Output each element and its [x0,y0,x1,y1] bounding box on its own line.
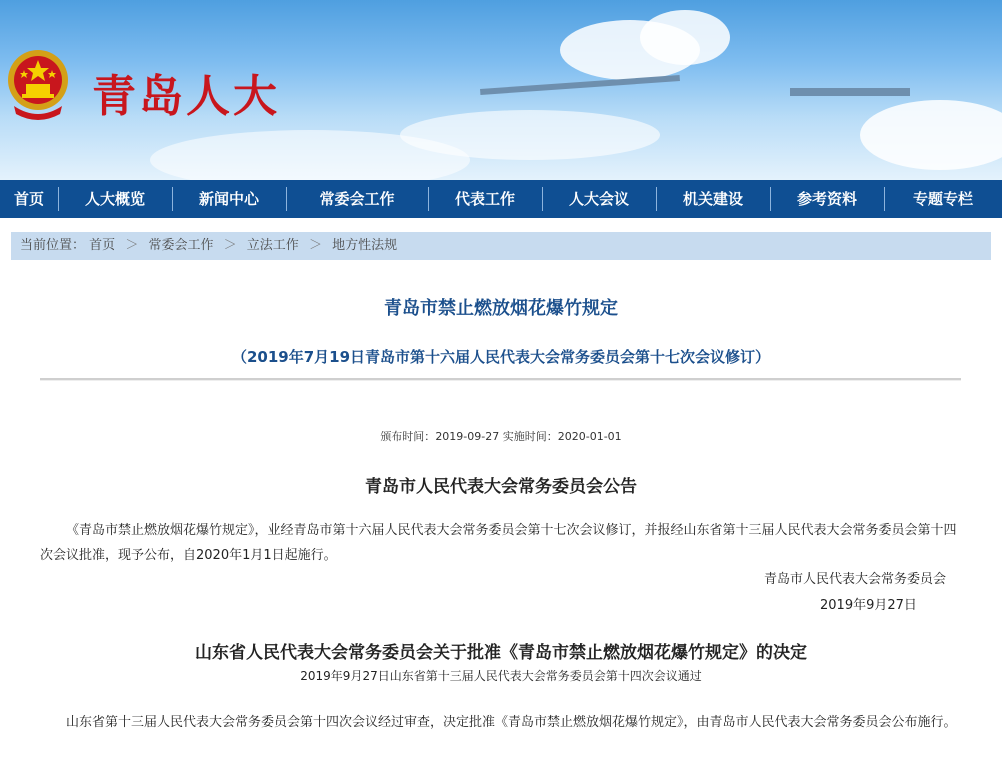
breadcrumb-item-local-regulations[interactable]: 地方性法规 [332,238,398,253]
publish-label: 颁布时间： [380,430,436,443]
cloud-decoration [640,10,730,65]
nav-item-organ[interactable]: 机关建设 [656,180,770,218]
nav-item-home[interactable]: 首页 [13,190,44,208]
nav-item-news[interactable]: 新闻中心 [172,180,286,218]
decision-body: 山东省第十三届人民代表大会常务委员会第十四次会议经过审查，决定批准《青岛市禁止燃放烟花爆竹规定》，由青岛市人民代表大会常务委员会公布施行。 [66,715,957,730]
effective-label: 实施时间： [502,430,558,443]
pier-silhouette [480,75,680,95]
notice-heading: 青岛市人民代表大会常务委员会公告 [365,477,637,497]
notice-body: 《青岛市禁止燃放烟花爆竹规定》，业经青岛市第十六届人民代表大会常务委员会第十七次会议修订，并报经山东省第十三届人民代表大会常务委员会第十四次会议批准，现予公布，自2020年1月1日起施行。 [40,523,957,563]
title-divider [40,378,961,381]
nav-item-congress[interactable]: 人大会议 [542,180,656,218]
nav-item-standing-committee[interactable]: 常委会工作 [286,180,428,218]
header-banner [0,0,1002,180]
publish-date: 2019-09-27 [435,430,500,443]
breadcrumb-prefix: 当前位置： [20,238,86,253]
article-subtitle: （2019年7月19日青岛市第十六届人民代表大会常务委员会第十七次会议修订） [231,348,771,366]
pavilion-silhouette [790,88,910,96]
notice-date: 2019年9月27日 [820,598,917,613]
breadcrumb-item-home[interactable]: 首页 [89,238,116,253]
article-title: 青岛市禁止燃放烟花爆竹规定 [384,298,618,319]
main-nav [0,180,1002,218]
notice-signer: 青岛市人民代表大会常务委员会 [764,572,947,587]
effective-date: 2020-01-01 [557,430,622,443]
decision-subheading: 2019年9月27日山东省第十三届人民代表大会常务委员会第十四次会议通过 [300,669,702,683]
site-title: 青岛人大 [92,71,280,122]
nav-item-special[interactable]: 专题专栏 [884,180,1002,218]
breadcrumb-separator: ＞ [223,238,237,253]
breadcrumb-separator: ＞ [125,238,139,253]
nav-item-reference[interactable]: 参考资料 [770,180,884,218]
breadcrumb-separator: ＞ [308,238,322,253]
breadcrumb [11,232,991,260]
breadcrumb-item-standing-committee[interactable]: 常委会工作 [148,238,214,253]
national-emblem-icon [4,44,72,124]
article-meta [0,428,1002,444]
decision-heading: 山东省人民代表大会常务委员会关于批准《青岛市禁止燃放烟花爆竹规定》的决定 [195,643,807,663]
cloud-decoration [860,100,1002,170]
nav-item-overview[interactable]: 人大概览 [58,180,172,218]
nav-item-deputies[interactable]: 代表工作 [428,180,542,218]
breadcrumb-item-legislation[interactable]: 立法工作 [246,238,299,253]
